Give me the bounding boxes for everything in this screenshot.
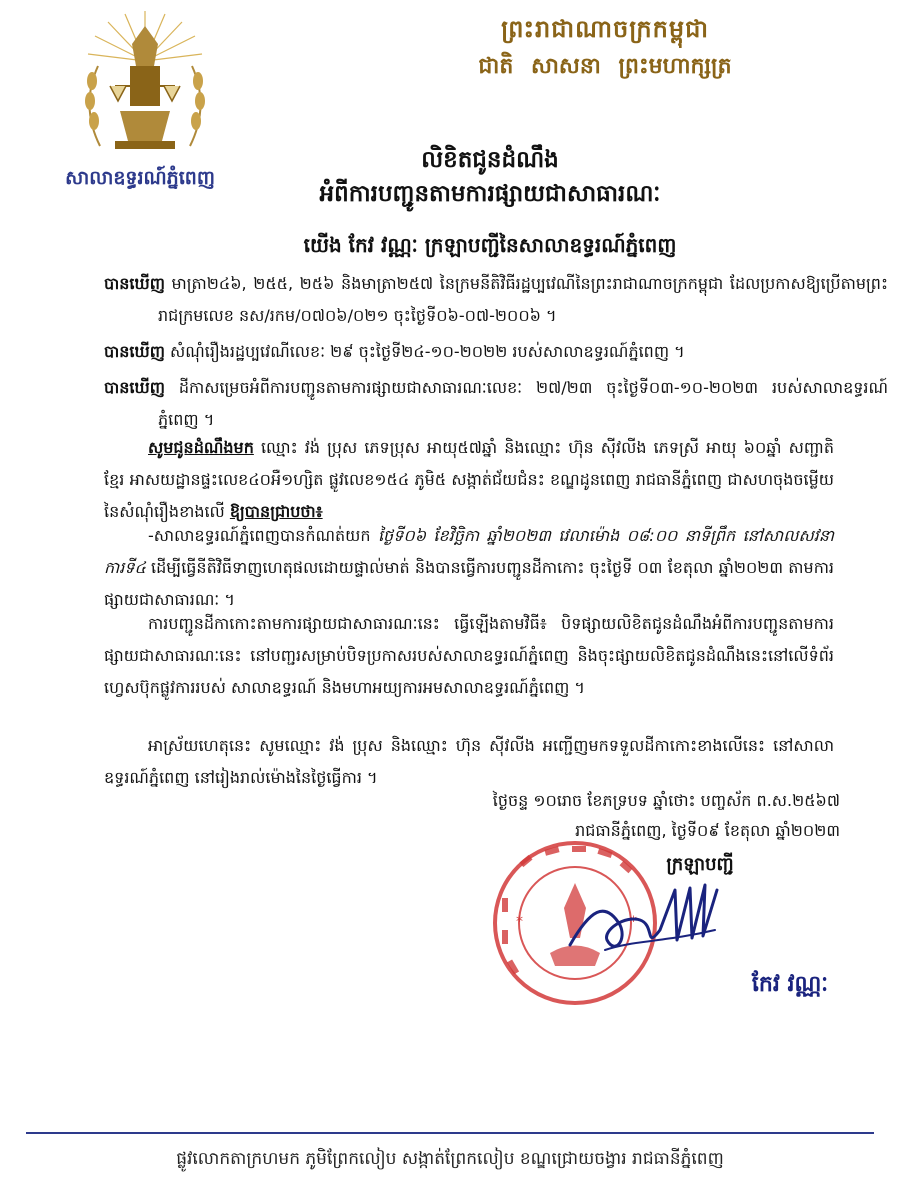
paragraph-text: ដើម្បីធ្វើនីតិវិធីទាញហេតុផលដោយផ្ទាល់មាត់ និងបានធ្វើការបញ្ជូនដីកាកោះ ចុះថ្ងៃទី ០៣ ខែតុលា ឆ្នាំ២០២៣ តាមការផ្សាយជាសាធារណៈ ។ [104,558,835,609]
paragraph-lead: បានឃើញ [104,378,165,397]
document-subject: អំពីការបញ្ជូនតាមការផ្សាយជាសាធារណៈ [319,181,661,207]
paragraph-lead: បានឃើញ [104,274,165,293]
paragraph-text: ឈ្មោះ វង់ ប្រុស ភេទប្រុស អាយុ៥៧ឆ្នាំ និងឈ្មោះ ហ៊ុន ស៊ីវលីង ភេទស្រី អាយុ ៦០ឆ្នាំ សញ្ជាតិ ខ្មែរ អាសយដ្ឋានផ្ទះលេខ៤០អឺ១ហ្សិត ផ្លូវលេខ១៥៤ ភូមិ៥ សង្កាត់ជ័យជំនះ ខណ្ឌដូនពេញ រាជធានីភ្នំពេញ ជាសហចុងចម្លើយនៃសំណុំរឿងខាងលើ [104,438,834,521]
paragraph-notice [104,432,834,528]
signer-title: ក្រឡាបញ្ជី [666,854,734,875]
paragraph-text: អាស្រ័យហេតុនេះ សូមឈ្មោះ វង់ ប្រុស និងឈ្មោះ ហ៊ុន ស៊ីវលីង អញ្ជើញមកទទួលដីកាកោះខាងលើនេះ នៅសាលាឧទ្ធរណ៍ភ្នំពេញ នៅរៀងរាល់ម៉ោងនៃថ្ងៃធ្វើការ ។ [104,736,834,787]
svg-text:*: * [516,914,523,930]
paragraph-text: ការបញ្ជូនដីកាកោះតាមការផ្សាយជាសាធារណៈនេះ ធ្វើឡើងតាមវិធី៖ បិទផ្សាយលិខិតជូនដំណឹងអំពីការបញ្ជូនតាមការផ្សាយជាសាធារណៈនេះ នៅបញ្ជរសម្រាប់បិទប្រកាសរបស់សាលាឧទ្ធរណ៍ភ្នំពេញ និងចុះផ្សាយលិខិតជូនដំណឹងនេះនៅលើទំព័រហ្វេសប៊ុកផ្លូវការរបស់ សាលាឧទ្ធរណ៍ និងមហាអយ្យការអមសាលាឧទ្ធរណ៍ភ្នំពេញ ។ [104,614,834,697]
lunar-date: ថ្ងៃចន្ទ ១០រោច ខែភទ្របទ ឆ្នាំថោះ បញ្ចស័ក ព.ស.២៥៦៧ [492,791,840,810]
paragraph-seen-2 [104,336,888,368]
svg-text:*: * [630,914,637,930]
kingdom-heading: ព្រះរាជាណាចក្រកម្ពុជា [501,15,709,43]
paragraph-text: ដីកាសម្រេចអំពីការបញ្ជូនតាមការផ្សាយជាសាធារណៈលេខៈ ២៧/២៣ ចុះថ្ងៃទី០៣-១០-២០២៣ របស់សាលាឧទ្ធរណ៍ភ្នំពេញ ។ [158,378,888,429]
hearing-date: ថ្ងៃទី០៦ ខែវិច្ឆិកា ឆ្នាំ២០២៣ វេលាម៉ោង ០៨:០០ នាទីព្រឹក នៅសាលសវនាការទី៤ [104,526,834,577]
signature-icon [565,870,735,970]
paragraph-text: មាត្រា២៤៦, ២៥៥, ២៥៦ និងមាត្រា២៥៧ នៃក្រមនីតិវិធីរដ្ឋប្បវេណីនៃព្រះរាជាណាចក្រកម្ពុជា ដែលប្រកាសឱ្យប្រើតាមព្រះរាជក្រមលេខ នស/រកម/០៧០៦/០២១ ចុះថ្ងៃទី០៦-០៧-២០០៦ ។ [158,274,888,325]
paragraph-seen-3 [104,372,888,436]
paragraph-method [104,608,834,704]
paragraph-seen-1 [104,268,888,332]
signer-name: កែវ វណ្ណៈ [751,972,829,997]
paragraph-lead: បានឃើញ [104,342,165,361]
paragraph-text: សំណុំរឿងរដ្ឋប្បវេណីលេខៈ ២៩ ចុះថ្ងៃទី២៤-១០-២០២២ របស់សាលាឧទ្ធរណ៍ភ្នំពេញ ។ [170,342,685,361]
paragraph-lead: សូមជូនដំណឹងមក [148,438,254,457]
paragraph-text: -សាលាឧទ្ធរណ៍ភ្នំពេញបានកំណត់យក [148,526,371,545]
footer-address: ផ្លូវលោកតាក្រហមក ភូមិព្រែកលៀប សង្កាត់ព្រែកលៀប ខណ្ឌជ្រោយចង្វារ រាជធានីភ្នំពេញ [176,1149,724,1169]
court-name: សាលាឧទ្ធរណ៍ភ្នំពេញ [65,167,215,189]
document-title: លិខិតជូនដំណឹង [421,147,559,173]
footer-divider [26,1132,874,1134]
paragraph-tail: ឱ្យបានជ្រាបថា៖ [229,502,323,521]
paragraph-conclusion [104,730,834,794]
national-motto: ជាតិ សាសនា ព្រះមហាក្សត្រ [478,54,732,79]
court-emblem-icon [70,6,220,161]
paragraph-hearing [104,520,834,616]
issue-date: រាជធានីភ្នំពេញ, ថ្ងៃទី០៩ ខែតុលា ឆ្នាំ២០២៣ [575,821,840,840]
issuer-line: យើង កែវ វណ្ណៈ ក្រឡាបញ្ជីនៃសាលាឧទ្ធរណ៍ភ្នំពេញ [303,233,677,257]
